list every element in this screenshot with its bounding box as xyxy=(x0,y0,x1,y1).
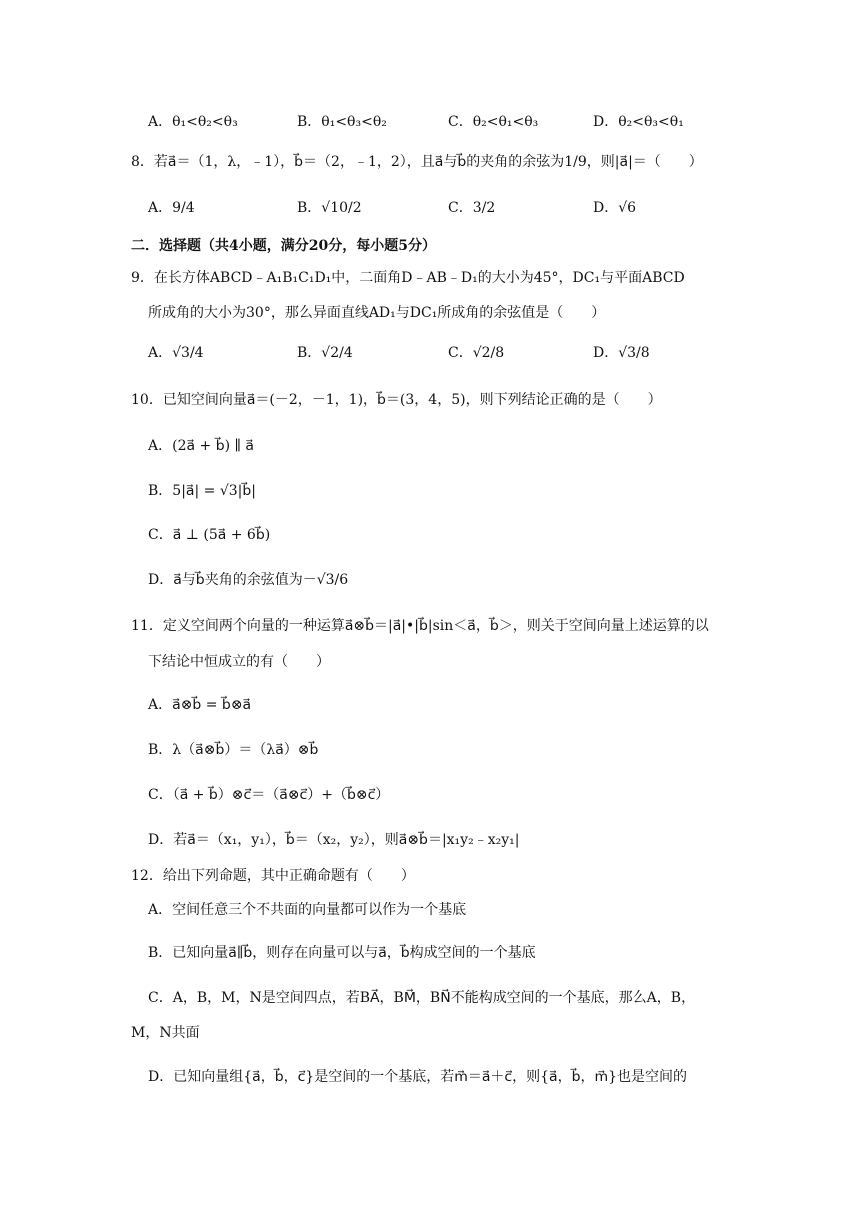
q8-option-c: C．3/2 xyxy=(448,200,496,216)
q7-option-a: A．θ₁<θ₂<θ₃ xyxy=(148,114,238,130)
q8-stem: 8．若a⃗＝（1，λ，﹣1），b⃗＝（2，﹣1，2），且a⃗与b⃗的夹角的余弦为1/9，则|a⃗|＝（ ） xyxy=(131,154,703,170)
q12-option-a: A．空间任意三个不共面的向量都可以作为一个基底 xyxy=(148,902,467,918)
q8-option-d: D．√6 xyxy=(593,200,637,216)
q11-option-a: A．a⃗⊗b⃗ = b⃗⊗a⃗ xyxy=(148,697,252,713)
q7-option-c: C．θ₂<θ₁<θ₃ xyxy=(448,114,539,130)
q9-option-a: A．√3/4 xyxy=(148,345,204,361)
q9-stem-line2: 所成角的大小为30°，那么异面直线AD₁与DC₁所成角的余弦值是（ ） xyxy=(148,305,606,321)
q9-stem-line1: 9．在长方体ABCD﹣A₁B₁C₁D₁中，二面角D﹣AB﹣D₁的大小为45°，DC₁与平面ABCD xyxy=(131,270,685,286)
q12-option-d: D．已知向量组{a⃗，b⃗，c⃗}是空间的一个基底，若m⃗＝a⃗＋c⃗，则{a⃗，b⃗，m⃗}也是空间的 xyxy=(148,1069,688,1085)
q9-option-b: B．√2/4 xyxy=(297,345,353,361)
q8-option-a: A．9/4 xyxy=(148,200,195,216)
q11-option-c: C．（a⃗ + b⃗）⊗c⃗＝（a⃗⊗c⃗）+（b⃗⊗c⃗） xyxy=(148,787,390,803)
q9-option-d: D．√3/8 xyxy=(593,345,650,361)
q9-option-c: C．√2/8 xyxy=(448,345,505,361)
q11-stem-line2: 下结论中恒成立的有（ ） xyxy=(148,654,330,670)
q10-option-c: C．a⃗ ⊥ (5a⃗ + 6b⃗) xyxy=(148,527,271,543)
q11-option-b: B．λ（a⃗⊗b⃗）＝（λa⃗）⊗b⃗ xyxy=(148,742,319,758)
q12-stem: 12．给出下列命题，其中正确命题有（ ） xyxy=(131,868,415,884)
q7-option-b: B．θ₁<θ₃<θ₂ xyxy=(297,114,387,130)
q10-option-b: B．5|a⃗| = √3|b⃗| xyxy=(148,483,256,499)
section-heading: 二．选择题（共4小题，满分20分，每小题5分） xyxy=(131,238,436,254)
q11-option-d: D．若a⃗＝（x₁，y₁），b⃗＝（x₂，y₂），则a⃗⊗b⃗＝|x₁y₂﹣x₂y₁| xyxy=(148,832,520,848)
q12-option-c-line1: C．A，B，M，N是空间四点，若BA⃗，BM⃗，BN⃗不能构成空间的一个基底，那么A，B， xyxy=(148,990,696,1006)
q10-option-a: A．(2a⃗ + b⃗) ∥ a⃗ xyxy=(148,438,254,454)
q12-option-b: B．已知向量a⃗∥b⃗，则存在向量可以与a⃗，b⃗构成空间的一个基底 xyxy=(148,945,536,961)
q7-option-d: D．θ₂<θ₃<θ₁ xyxy=(593,114,684,130)
q11-stem-line1: 11．定义空间两个向量的一种运算a⃗⊗b⃗＝|a⃗|•|b⃗|sin＜a⃗，b⃗＞，则关于空间向量上述运算的以 xyxy=(131,618,709,634)
q8-option-b: B．√10/2 xyxy=(297,200,362,216)
q10-stem: 10．已知空间向量a⃗＝(－2，－1，1)，b⃗＝(3，4，5)，则下列结论正确的是（ ） xyxy=(131,392,662,408)
q10-option-d: D．a⃗与b⃗夹角的余弦值为－√3/6 xyxy=(148,572,349,588)
q12-option-c-line2: M，N共面 xyxy=(131,1025,200,1041)
